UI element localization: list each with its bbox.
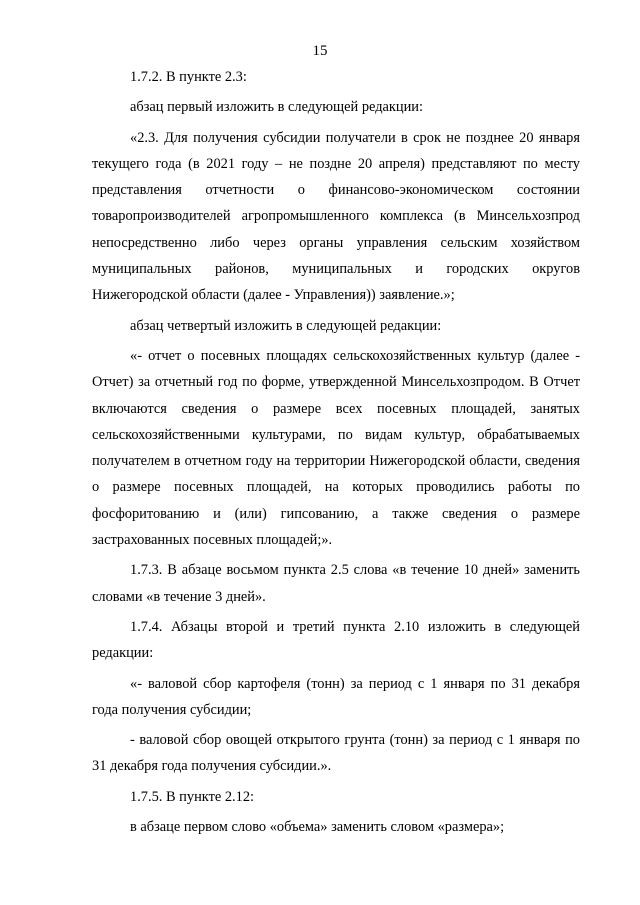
paragraph-2-3-quote: «2.3. Для получения субсидии получатели в срок не позднее 20 января текущего года (в 2021 году – не поздне 20 апреля) представляют по месту представления отчетности о финансово-экономическом состоянии товаропроизводителей агропромышленного комплекса (в Минсельхозпрод непосредственно либо через органы управления сельским хозяйством муниципальных районов, муниципальных и городских округов Нижегородской области (далее - Управления)) заявление.»; <box>92 129 580 304</box>
paragraph-1-7-2: 1.7.2. В пункте 2.3: <box>130 69 247 85</box>
paragraph-fourth-abzac-instruction: абзац четвертый изложить в следующей редакции: <box>130 317 442 334</box>
page-number: 15 <box>312 43 328 59</box>
paragraph-word-replacement: в абзаце первом слово «объема» заменить словом «размера»; <box>130 819 505 836</box>
paragraph-potato-harvest: «- валовой сбор картофеля (тонн) за период с 1 января по 31 декабря года получения субсидии; <box>92 675 580 718</box>
paragraph-vegetable-harvest: - валовой сбор овощей открытого грунта (тонн) за период с 1 января по 31 декабря года получения субсидии.». <box>92 732 580 775</box>
paragraph-1-7-3: 1.7.3. В абзаце восьмом пункта 2.5 слова «в течение 10 дней» заменить словами «в течение 3 дней». <box>92 562 580 605</box>
paragraph-1-7-5: 1.7.5. В пункте 2.12: <box>130 788 255 805</box>
paragraph-1-7-4: 1.7.4. Абзацы второй и третий пункта 2.10 изложить в следующей редакции: <box>92 618 580 662</box>
document-body <box>92 64 580 840</box>
paragraph-first-abzac-instruction: абзац первый изложить в следующей редакции: <box>130 99 424 116</box>
paragraph-report-quote: «- отчет о посевных площадях сельскохозяйственных культур (далее - Отчет) за отчетный год по форме, утвержденной Минсельхозпродом. В Отчет включаются сведения о размере всех посевных площадей, занятых сельскохозяйственными культурами, по видам культур, обрабатываемых получателем в отчетном году на территории Нижегородской области, сведения о размере посевных площадей, на которых проводились работы по фосфоритованию и (или) гипсованию, а также сведения о размере застрахованных посевных площадей;». <box>92 347 580 549</box>
